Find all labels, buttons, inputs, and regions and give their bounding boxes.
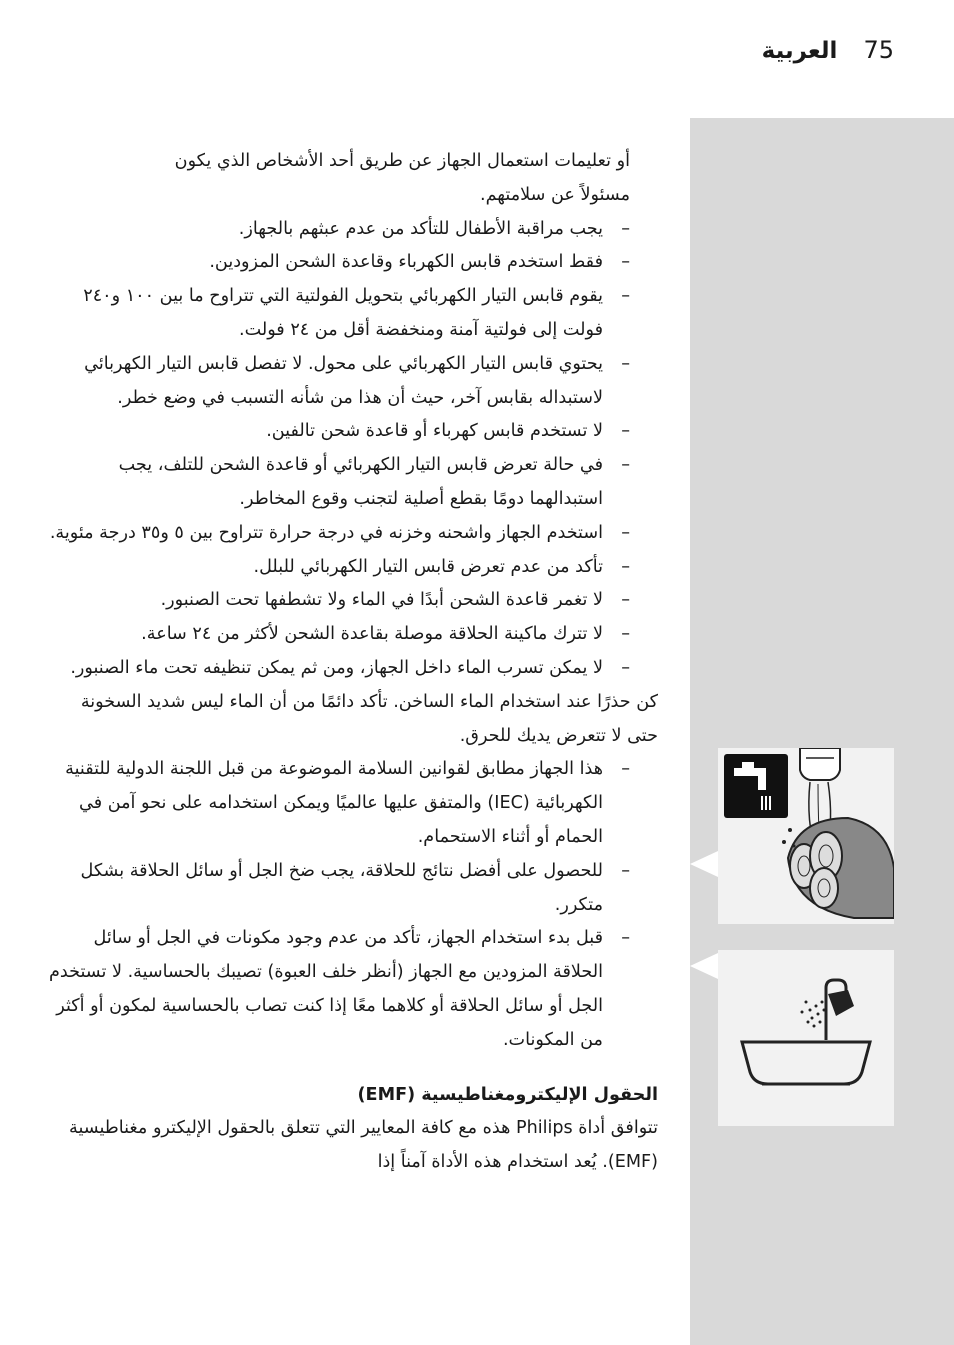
list-item	[48, 753, 630, 854]
list-item-text: في حالة تعرض قابس التيار الكهربائي أو قاعدة الشحن للتلف، يجب استبدالهما دومًا بقطع أصلية لتجنب وقوع المخاطر.	[118, 455, 603, 509]
list-item	[48, 280, 630, 348]
side-margin-band	[690, 118, 954, 1345]
list-item-text: يجب مراقبة الأطفال للتأكد من عدم عبثهم بالجهاز.	[238, 218, 603, 239]
list-item	[48, 551, 630, 585]
bath-illustration	[718, 950, 894, 1126]
dash-marker: –	[621, 522, 630, 543]
list-item-text: يحتوي قابس التيار الكهربائي على محول. لا تفصل قابس التيار الكهربائي لاستبداله بقابس آخر، حيث أن هذا من شأنه التسبب في وضع خطر.	[84, 353, 603, 408]
intro-line: مسئولاً عن سلامتهم.	[479, 184, 630, 205]
list-item-text: لا يمكن تسرب الماء داخل الجهاز، ومن ثم يمكن تنظيفه تحت ماء الصنبور.	[70, 657, 603, 678]
list-item-text: يقوم قابس التيار الكهربائي بتحويل الفولتية التي تتراوح ما بين ١٠٠ و٢٤٠ فولت إلى فولتية آمنة ومنخفضة أقل من ٢٤ فولت.	[83, 286, 603, 340]
list-item-text: للحصول على أفضل نتائج للحلاقة، يجب ضخ الجل أو سائل الحلاقة بشكل متكرر.	[80, 860, 603, 915]
dash-marker: –	[621, 252, 630, 273]
list-item	[48, 348, 630, 416]
caution-paragraph: كن حذرًا عند استخدام الماء الساخن. تأكد دائمًا من أن الماء ليس شديد السخونة حتى لا تتعرض يديك للحرق.	[80, 691, 658, 746]
list-item	[48, 618, 630, 652]
intro-paragraph	[48, 145, 630, 213]
page-number: 75	[863, 36, 894, 64]
section-heading-emf: الحقول الإليكترومغناطيسية (EMF)	[357, 1084, 658, 1105]
dash-marker: –	[621, 759, 630, 780]
list-item-text: فقط استخدم قابس الكهرباء وقاعدة الشحن المزودين.	[209, 252, 603, 273]
safety-list-a	[48, 213, 658, 686]
list-item	[48, 922, 630, 1057]
language-label: العربية	[761, 38, 838, 64]
page-header	[762, 36, 894, 64]
dash-marker: –	[621, 657, 630, 678]
dash-marker: –	[621, 286, 630, 307]
list-item	[48, 584, 630, 618]
list-item	[48, 213, 630, 247]
list-item-text: لا تترك ماكينة الحلاقة موصلة بقاعدة الشحن لأكثر من ٢٤ ساعة.	[141, 624, 603, 645]
pointer-arrow	[690, 953, 718, 979]
list-item-text: لا تغمر قاعدة الشحن أبدًا في الماء ولا تشطفها تحت الصنبور.	[160, 590, 603, 611]
list-item	[48, 855, 630, 923]
dash-marker: –	[621, 421, 630, 442]
dash-marker: –	[621, 455, 630, 476]
pointer-arrow	[690, 851, 718, 877]
dash-marker: –	[621, 624, 630, 645]
dash-marker: –	[621, 860, 630, 881]
dash-marker: –	[621, 590, 630, 611]
list-item-text: هذا الجهاز مطابق لقوانين السلامة الموضوعة من قبل اللجنة الدولية للتقنية الكهربائية (IEC) والمتفق عليها عالميًا ويمكن استخدامه على نحو آمن في الحمام أو أثناء الاستحمام.	[65, 759, 603, 847]
list-item-text: قبل بدء استخدام الجهاز، تأكد من عدم وجود مكونات في الجل أو سائل الحلاقة المزودين مع الجهاز (أنظر خلف العبوة) تصيبك بالحساسية. لا تستخدم الجل أو سائل الحلاقة أو كلاهما معًا إذا كنت تصاب بالحساسية لمكون أو أكثر من المكونات.	[48, 928, 603, 1050]
list-item	[48, 246, 630, 280]
list-item-text: تأكد من عدم تعرض قابس التيار الكهربائي للبلل.	[253, 556, 603, 577]
shower-bath-icon	[718, 950, 894, 1126]
list-item	[48, 415, 630, 449]
list-item-text: استخدم الجهاز واشحنه وخزنه في درجة حرارة تتراوح بين ٥ و٣٥ درجة مئوية.	[49, 522, 603, 543]
intro-line: أو تعليمات استعمال الجهاز عن طريق أحد الأشخاص الذي يكون	[174, 151, 630, 171]
dash-marker: –	[621, 928, 630, 949]
main-text	[48, 145, 658, 1180]
list-item	[48, 652, 630, 686]
list-item-text: لا تستخدم قابس كهرباء أو قاعدة شحن تالفين.	[266, 421, 603, 442]
dash-marker: –	[621, 556, 630, 577]
shaver-rinse-icon	[718, 748, 894, 924]
emf-paragraph: تتوافق أداة Philips هذه مع كافة المعايير التي تتعلق بالحقول الإليكترو مغناطيسية (EMF). يُعد استخدام هذه الأداة آمناً إذا	[69, 1118, 658, 1173]
dash-marker: –	[621, 218, 630, 239]
list-item	[48, 449, 630, 517]
dash-marker: –	[621, 353, 630, 374]
list-item	[48, 517, 630, 551]
safety-list-b	[48, 753, 658, 1057]
rinse-illustration	[718, 748, 894, 924]
